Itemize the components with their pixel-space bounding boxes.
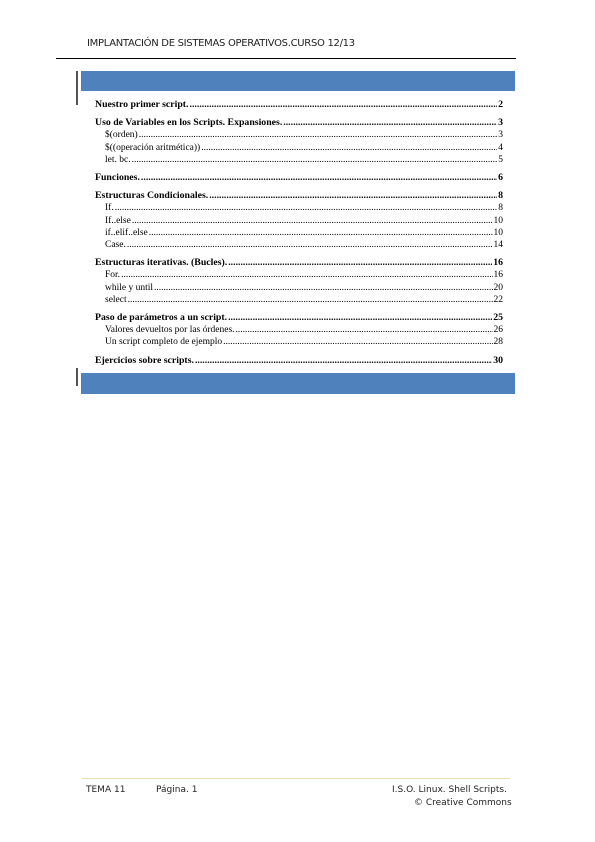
toc-entry-title: let. bc. <box>105 154 131 165</box>
toc-leader-dots <box>190 99 498 111</box>
toc-leader-dots <box>195 355 492 367</box>
toc-entry-title: Funciones. <box>95 172 140 184</box>
toc-entry[interactable] <box>95 294 503 306</box>
toc-leader-dots <box>209 190 497 202</box>
toc-leader-dots <box>154 282 492 294</box>
toc-entry-page: 3 <box>498 117 503 129</box>
toc-entry-page: 25 <box>493 312 503 324</box>
toc-entry-title: Case. <box>105 240 126 251</box>
toc-leader-dots <box>149 227 493 239</box>
toc-leader-dots <box>127 239 493 251</box>
toc-entry-page: 10 <box>493 215 503 226</box>
toc-entry[interactable] <box>95 239 503 251</box>
toc-entry[interactable] <box>95 172 503 184</box>
toc-entry-title: Estructuras iterativas. (Bucles). <box>95 257 228 269</box>
blue-band-top <box>81 71 515 91</box>
toc-entry[interactable] <box>95 312 503 324</box>
toc-leader-dots <box>132 154 498 166</box>
side-bar-bottom <box>76 368 78 386</box>
toc-leader-dots <box>283 117 497 129</box>
toc-leader-dots <box>121 269 492 281</box>
toc-entry[interactable] <box>95 190 503 202</box>
toc-entry-title: $(orden) <box>105 130 138 141</box>
toc-leader-dots <box>201 142 497 154</box>
toc-leader-dots <box>132 215 493 227</box>
toc-entry[interactable] <box>95 269 503 281</box>
toc-entry-title: $((operación aritmética)) <box>105 142 201 153</box>
toc-entry-page: 6 <box>498 172 503 184</box>
toc-leader-dots <box>228 312 492 324</box>
toc-entry-page: 10 <box>493 227 503 238</box>
toc-entry[interactable] <box>95 99 503 111</box>
toc-entry-title: while y until <box>105 282 154 293</box>
toc-entry-title: Uso de Variables en los Scripts. Expansiones. <box>95 117 283 129</box>
toc-entry-title: Nuestro primer script. <box>95 99 189 110</box>
toc-entry[interactable] <box>95 227 503 239</box>
header-title: IMPLANTACIÓN DE SISTEMAS OPERATIVOS.CURSO 12/13 <box>87 38 355 49</box>
toc-entry[interactable] <box>95 257 503 269</box>
toc-entry-page: 16 <box>493 270 503 281</box>
toc-entry[interactable] <box>95 142 503 154</box>
side-bar-top <box>76 71 78 105</box>
toc-entry[interactable] <box>95 355 503 367</box>
toc-entry-page: 3 <box>498 130 503 141</box>
toc-entry-page: 16 <box>493 257 503 269</box>
toc-leader-dots <box>236 324 493 336</box>
toc-entry-title: For. <box>105 270 121 281</box>
toc-entry[interactable] <box>95 154 503 166</box>
toc-entry-page: 5 <box>498 154 503 165</box>
toc-entry[interactable] <box>95 202 503 214</box>
toc-entry[interactable] <box>95 215 503 227</box>
footer-rule <box>82 778 510 779</box>
toc-entry-title: Un script completo de ejemplo <box>105 337 223 348</box>
toc-leader-dots <box>115 202 498 214</box>
toc-entry-title: If..else <box>105 215 131 226</box>
toc-leader-dots <box>141 172 497 184</box>
table-of-contents <box>95 99 503 367</box>
toc-entry-page: 28 <box>493 337 503 348</box>
toc-entry-page: 2 <box>498 99 503 110</box>
footer-course: I.S.O. Linux. Shell Scripts. <box>392 785 507 795</box>
toc-leader-dots <box>223 336 492 348</box>
toc-entry[interactable] <box>95 336 503 348</box>
toc-entry[interactable] <box>95 282 503 294</box>
toc-entry-title: If. <box>105 203 114 214</box>
toc-leader-dots <box>128 294 493 306</box>
toc-entry-page: 30 <box>493 354 503 366</box>
toc-entry-page: 4 <box>498 142 503 153</box>
toc-entry-page: 14 <box>493 240 503 251</box>
toc-entry-title: Paso de parámetros a un script. <box>95 312 228 324</box>
toc-entry-page: 8 <box>498 203 503 214</box>
toc-leader-dots <box>228 257 492 269</box>
header-rule <box>56 58 516 59</box>
footer-tema: TEMA 11 <box>86 785 126 795</box>
toc-entry-page: 8 <box>498 190 503 202</box>
toc-entry[interactable] <box>95 324 503 336</box>
toc-entry-title: Ejercicios sobre scripts. <box>95 354 194 366</box>
toc-entry-title: Estructuras Condicionales. <box>95 190 209 202</box>
blue-band-bottom <box>81 373 515 394</box>
toc-leader-dots <box>139 129 498 141</box>
footer-page: Página. 1 <box>156 785 198 795</box>
footer-license: © Creative Commons <box>414 798 512 808</box>
toc-entry-page: 22 <box>493 294 503 305</box>
toc-entry-title: if..elif..else <box>105 227 148 238</box>
toc-entry-title: select <box>105 294 127 305</box>
toc-entry[interactable] <box>95 129 503 141</box>
toc-entry[interactable] <box>95 117 503 129</box>
toc-entry-page: 20 <box>493 282 503 293</box>
toc-entry-title: Valores devueltos por las órdenes. <box>105 325 235 336</box>
toc-entry-page: 26 <box>493 325 503 336</box>
